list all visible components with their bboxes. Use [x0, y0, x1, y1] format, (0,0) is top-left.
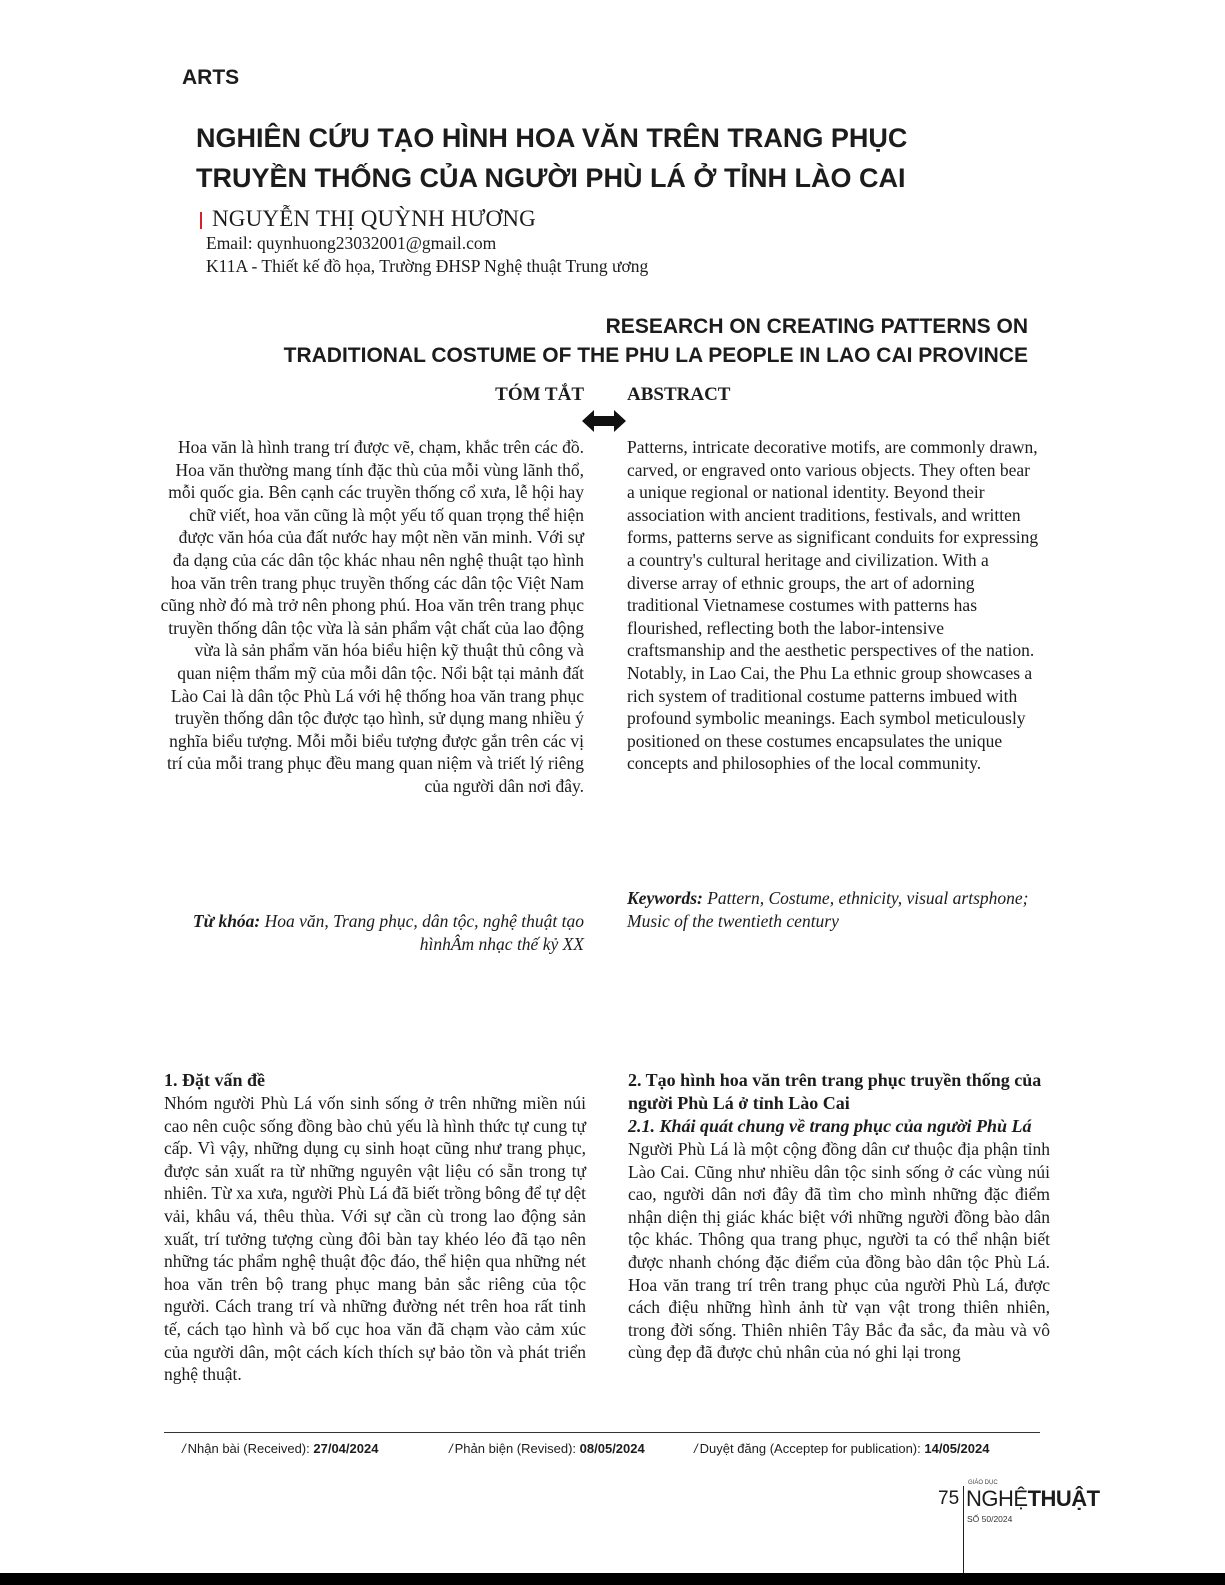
revised-label: Phản biện (Revised):: [454, 1441, 577, 1456]
author-name: NGUYỄN THỊ QUỲNH HƯƠNG: [212, 206, 536, 231]
abstract-vi-text: Hoa văn là hình trang trí được vẽ, chạm, khắc trên các đồ. Hoa văn thường mang tính đặc thù của mỗi vùng lãnh thổ, mỗi quốc gia. Bên cạnh các truyền thống cổ xưa, lễ hội hay chữ viết, hoa văn cũng là một yếu tố quan trọng thể hiện được văn hóa của đất nước hay một nền văn minh. Với sự đa dạng của các dân tộc khác nhau nên nghệ thuật tạo hình hoa văn trên trang phục truyền thống các dân tộc Việt Nam cũng nhờ đó mà trở nên phong phú. Hoa văn trên trang phục truyền thống dân tộc vừa là sản phẩm vật chất của lao động vừa là sản phẩm văn hóa biểu hiện kỹ thuật thủ công và quan niệm thẩm mỹ của mỗi dân tộc. Nổi bật tại mảnh đất Lào Cai là dân tộc Phù Lá với hệ thống hoa văn trang phục truyền thống dân tộc được tạo hình, sử dụng mang nhiều ý nghĩa biểu tượng. Mỗi mỗi biểu tượng được gắn trên các vị trí của mỗi trang phục đều mang quan niệm và triết lý riêng của người dân nơi đây.: [160, 437, 584, 796]
accepted-label: Duyệt đăng (Acceptep for publication):: [699, 1441, 921, 1456]
accepted-date-info: [694, 1441, 989, 1456]
abstract-en-text: Patterns, intricate decorative motifs, are commonly drawn, carved, or engraved onto various objects. They often bear a unique regional or national identity. Beyond their association with ancient traditions, festivals, and written forms, patterns serve as significant conduits for expressing a country's cultural heritage and civilization. With a diverse array of ethnic groups, the art of adorning traditional Vietnamese costumes with patterns has flourished, reflecting both the labor-intensive craftsmanship and the aesthetic perspectives of the nation. Notably, in Lao Cai, the Phu La ethnic group showcases a rich system of traditional costume patterns imbued with profound symbolic meanings. Each symbol meticulously positioned on these costumes encapsulates the unique concepts and philosophies of the local community.: [627, 437, 1039, 774]
revised-date: 08/05/2024: [579, 1441, 645, 1456]
received-date-info: [182, 1441, 378, 1456]
body-column-right: [628, 1069, 1050, 1364]
title-vi-line-1: NGHIÊN CỨU TẠO HÌNH HOA VĂN TRÊN TRANG PHỤC: [196, 123, 908, 153]
journal-issue: SỐ 50/2024: [967, 1514, 1013, 1524]
keywords-en-text: Pattern, Costume, ethnicity, visual artsphone; Music of the twentieth century: [627, 888, 1029, 931]
keywords-vi-label: Từ khóa:: [192, 911, 261, 931]
slash-mark: /: [694, 1441, 698, 1456]
author-email: Email: quynhuong23032001@gmail.com: [206, 233, 497, 253]
title-en-line-1: RESEARCH ON CREATING PATTERNS ON: [605, 315, 1028, 338]
author-accent-bar: [200, 212, 202, 229]
section-label: ARTS: [182, 66, 240, 89]
section-1-text: Nhóm người Phù Lá vốn sinh sống ở trên những miền núi cao nên cuộc sống đồng bào chủ yếu là hình thức tự cung tự cấp. Vì vậy, những dụng cụ sinh hoạt cũng như trang phục, được sản xuất ra từ những nguyên vật liệu có sẵn trong tự nhiên. Từ xa xưa, người Phù Lá đã biết trồng bông để tự dệt vải, khâu vá, thêu thùa. Với sự cần cù trong lao động sản xuất, trí tưởng tượng cùng đôi bàn tay khéo léo đã tạo nên những tác phẩm nghệ thuật độc đáo, thể hiện qua những nét hoa văn trên bộ trang phục mang bản sắc riêng của tộc người. Cách trang trí và những đường nét trên hoa rất tinh tế, cách tạo hình và bố cục hoa văn đã chạm vào cảm xúc của người dân, một cách kích thích sự bảo tồn và phát triển nghệ thuật.: [164, 1093, 586, 1385]
brand-divider: [963, 1486, 964, 1582]
keywords-vi: [160, 910, 584, 956]
section-2-text: Người Phù Lá là một cộng đồng dân cư thuộc địa phận tỉnh Lào Cai. Cũng như nhiều dân tộc sinh sống ở các vùng núi cao, người dân nơi đây đã tìm cho mình những đặc điểm nhận diện thị giác khác biệt với những người đồng bào dân tộc khác. Thông qua trang phục, người ta có thể nhận biết được nhanh chóng đặc điểm của đồng bào dân tộc Phù Lá. Hoa văn trang trí trên trang phục của người Phù Lá, được cách điệu những hình ảnh từ vạn vật trong thiên nhiên, trong đời sống. Thiên nhiên Tây Bắc đa sắc, đa màu và vô cùng đẹp đã được chủ nhân của nó ghi lại trong: [628, 1139, 1050, 1363]
journal-logo: [966, 1487, 1100, 1511]
keywords-en-label: Keywords:: [627, 888, 703, 908]
double-arrow-icon: [580, 406, 628, 436]
footer-divider: [164, 1432, 1040, 1433]
received-date: 27/04/2024: [313, 1441, 379, 1456]
abstract-en-heading: ABSTRACT: [627, 384, 731, 405]
received-label: Nhận bài (Received):: [187, 1441, 310, 1456]
article-title-english: [200, 312, 1028, 370]
journal-logo-thin: NGHỆ: [966, 1486, 1028, 1511]
abstract-vi-heading: TÓM TẮT: [495, 384, 584, 405]
journal-brand-small: GIÁO DỤC: [968, 1480, 998, 1486]
keywords-vi-text: Hoa văn, Trang phục, dân tộc, nghệ thuật tạo hìnhÂm nhạc thế kỷ XX: [264, 911, 584, 954]
section-2-heading: 2. Tạo hình hoa văn trên trang phục truyền thống của người Phù Lá ở tỉnh Lào Cai: [628, 1070, 1042, 1113]
accepted-date: 14/05/2024: [924, 1441, 990, 1456]
keywords-en: [627, 887, 1041, 933]
slash-mark: /: [449, 1441, 453, 1456]
title-vi-line-2: TRUYỀN THỐNG CỦA NGƯỜI PHÙ LÁ Ở TỈNH LÀO CAI: [196, 163, 906, 193]
bottom-scan-edge: [0, 1573, 1225, 1585]
slash-mark: /: [182, 1441, 186, 1456]
body-column-left: [164, 1069, 586, 1386]
page-number: 75: [938, 1488, 960, 1509]
journal-logo-bold: THUẬT: [1027, 1486, 1100, 1511]
author-affiliation: K11A - Thiết kế đồ họa, Trường ĐHSP Nghệ thuật Trung ương: [206, 256, 649, 276]
article-title-vietnamese: [196, 118, 1016, 198]
title-en-line-2: TRADITIONAL COSTUME OF THE PHU LA PEOPLE IN LAO CAI PROVINCE: [283, 344, 1028, 367]
section-2-1-heading: 2.1. Khái quát chung về trang phục của người Phù Lá: [628, 1116, 1032, 1136]
revised-date-info: [449, 1441, 645, 1456]
section-1-heading: 1. Đặt vấn đề: [164, 1070, 266, 1090]
